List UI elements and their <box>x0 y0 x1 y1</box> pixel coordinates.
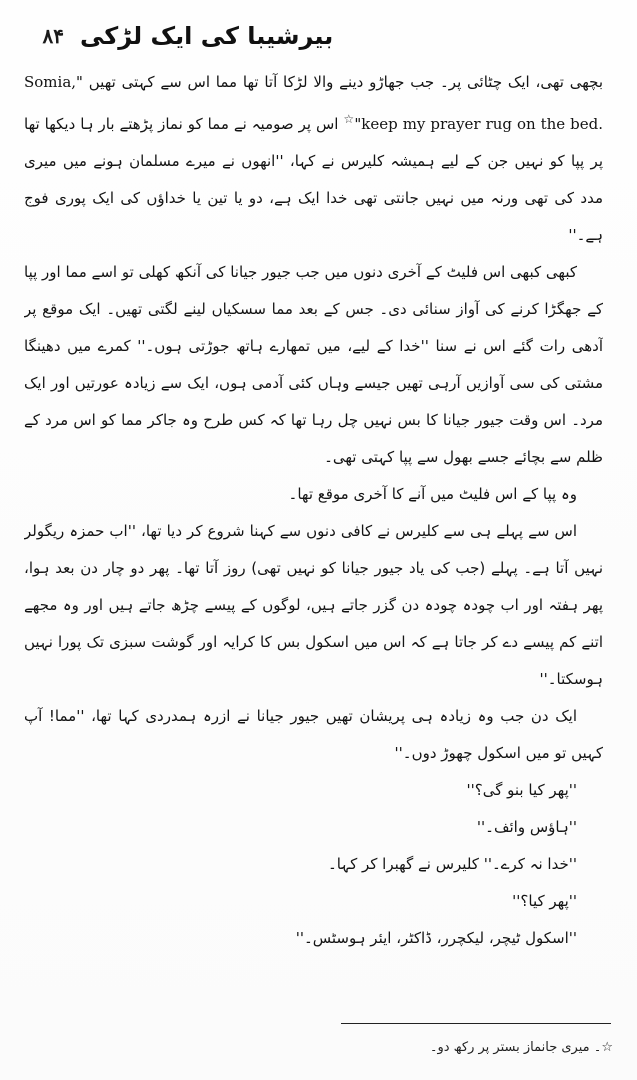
running-title: بیرشیبا کی ایک لڑکی <box>80 22 334 50</box>
text-run: ''خدا نہ کرے۔'' کلیرس نے گھبرا کر کہا۔ <box>327 855 577 873</box>
paragraph <box>24 513 603 698</box>
text-run: ''اسکول ٹیچر، لیکچرر، ڈاکٹر، ایئر ہوسٹس۔'' <box>295 929 577 947</box>
text-run: ''پھر کیا بنو گی؟'' <box>466 781 577 799</box>
paragraph <box>24 698 603 772</box>
footnote-ref-star-icon: ☆ <box>343 112 355 126</box>
footnote-divider <box>341 1023 611 1024</box>
text-run: ''پھر کیا؟'' <box>512 892 577 910</box>
page-header <box>24 14 603 58</box>
paragraph <box>24 809 603 846</box>
text-run: اس پر صومیہ نے مما کو نماز پڑھتے بار ہا دیکھا تھا پر پپا کو نہیں جن کے لیے ہمیشہ کلیرس نے کہا، ''انھوں نے میرے مسلمان ہونے میں میری مدد کی تھی ورنہ میں نہیں جانتی تھی خدا ایک ہے، دو یا تین یا خداؤں کی ایک پوری فوج ہے۔'' <box>24 115 603 244</box>
text-run: کبھی کبھی اس فلیٹ کے آخری دنوں میں جب جیور جیانا کی آنکھ کھلی تو اسے مما اور پپا کے جھگڑا کرنے کی آواز سنائی دی۔ جس کے بعد مما سسکیاں لینے لگتی تھیں۔ ایک موقع پر آدھی رات گئے اس نے سنا ''خدا کے لیے، میں تمھارے ہاتھ جوڑتی ہوں۔'' کمرے میں دھینگا مشتی کی سی آوازیں آرہی تھیں جیسے وہاں کئی آدمی ہوں، ایک سے زیادہ عورتیں اور ایک مرد۔ اس وقت جیور جیانا کا بس نہیں چل رہا تھا کہ کس طرح وہ جاکر مما کو اس مرد کے ظلم سے بچائے جسے بھول سے پپا کہتی تھی۔ <box>24 263 603 466</box>
paragraph <box>24 920 603 957</box>
page-number: ۸۴ <box>42 24 64 48</box>
paragraph <box>24 64 603 254</box>
paragraph <box>24 772 603 809</box>
paragraph <box>24 846 603 883</box>
footnote <box>23 1040 613 1055</box>
text-run: ''ہاؤس وائف۔'' <box>476 818 577 836</box>
body-text <box>24 58 603 957</box>
footnote-star-icon: ☆ <box>601 1040 613 1055</box>
paragraph <box>24 883 603 920</box>
text-run: " <box>354 115 362 133</box>
text-run: بچھی تھی، ایک چٹائی پر۔ جب جھاڑو دینے والا لڑکا آتا تھا مما اس سے کہتی تھیں " <box>76 73 603 91</box>
english-quote: Somia, keep my prayer rug on the bed. <box>24 73 603 133</box>
text-run: وہ پپا کے اس فلیٹ میں آنے کا آخری موقع تھا۔ <box>288 485 577 503</box>
paragraph <box>24 476 603 513</box>
text-run: اس سے پہلے ہی سے کلیرس نے کافی دنوں سے کہنا شروع کر دیا تھا، ''اب حمزہ ریگولر نہیں آتا ہے۔ پہلے (جب کی یاد جیور جیانا کو نہیں تھی) روز آتا تھا۔ پھر دو چار دن بعد ہوا، پھر ہفتہ اور اب چودہ چودہ دن گزر جاتے ہیں، لوگوں کے پیسے چڑھ جاتے ہیں اور وہ مجھے اتنے کم پیسے دے کر جاتا ہے کہ اس میں اسکول بس کا کرایہ اور گوشت سبزی تک پورا نہیں ہوسکتا۔'' <box>24 522 603 688</box>
paragraph <box>24 254 603 476</box>
text-run: ایک دن جب وہ زیادہ ہی پریشان تھیں جیور جیانا نے ازرہ ہمدردی کہا تھا، ''مما! آپ کہیں تو میں اسکول چھوڑ دوں۔'' <box>24 707 603 762</box>
footnote-text: ۔ میری جانماز بستر پر رکھ دو۔ <box>429 1040 602 1055</box>
